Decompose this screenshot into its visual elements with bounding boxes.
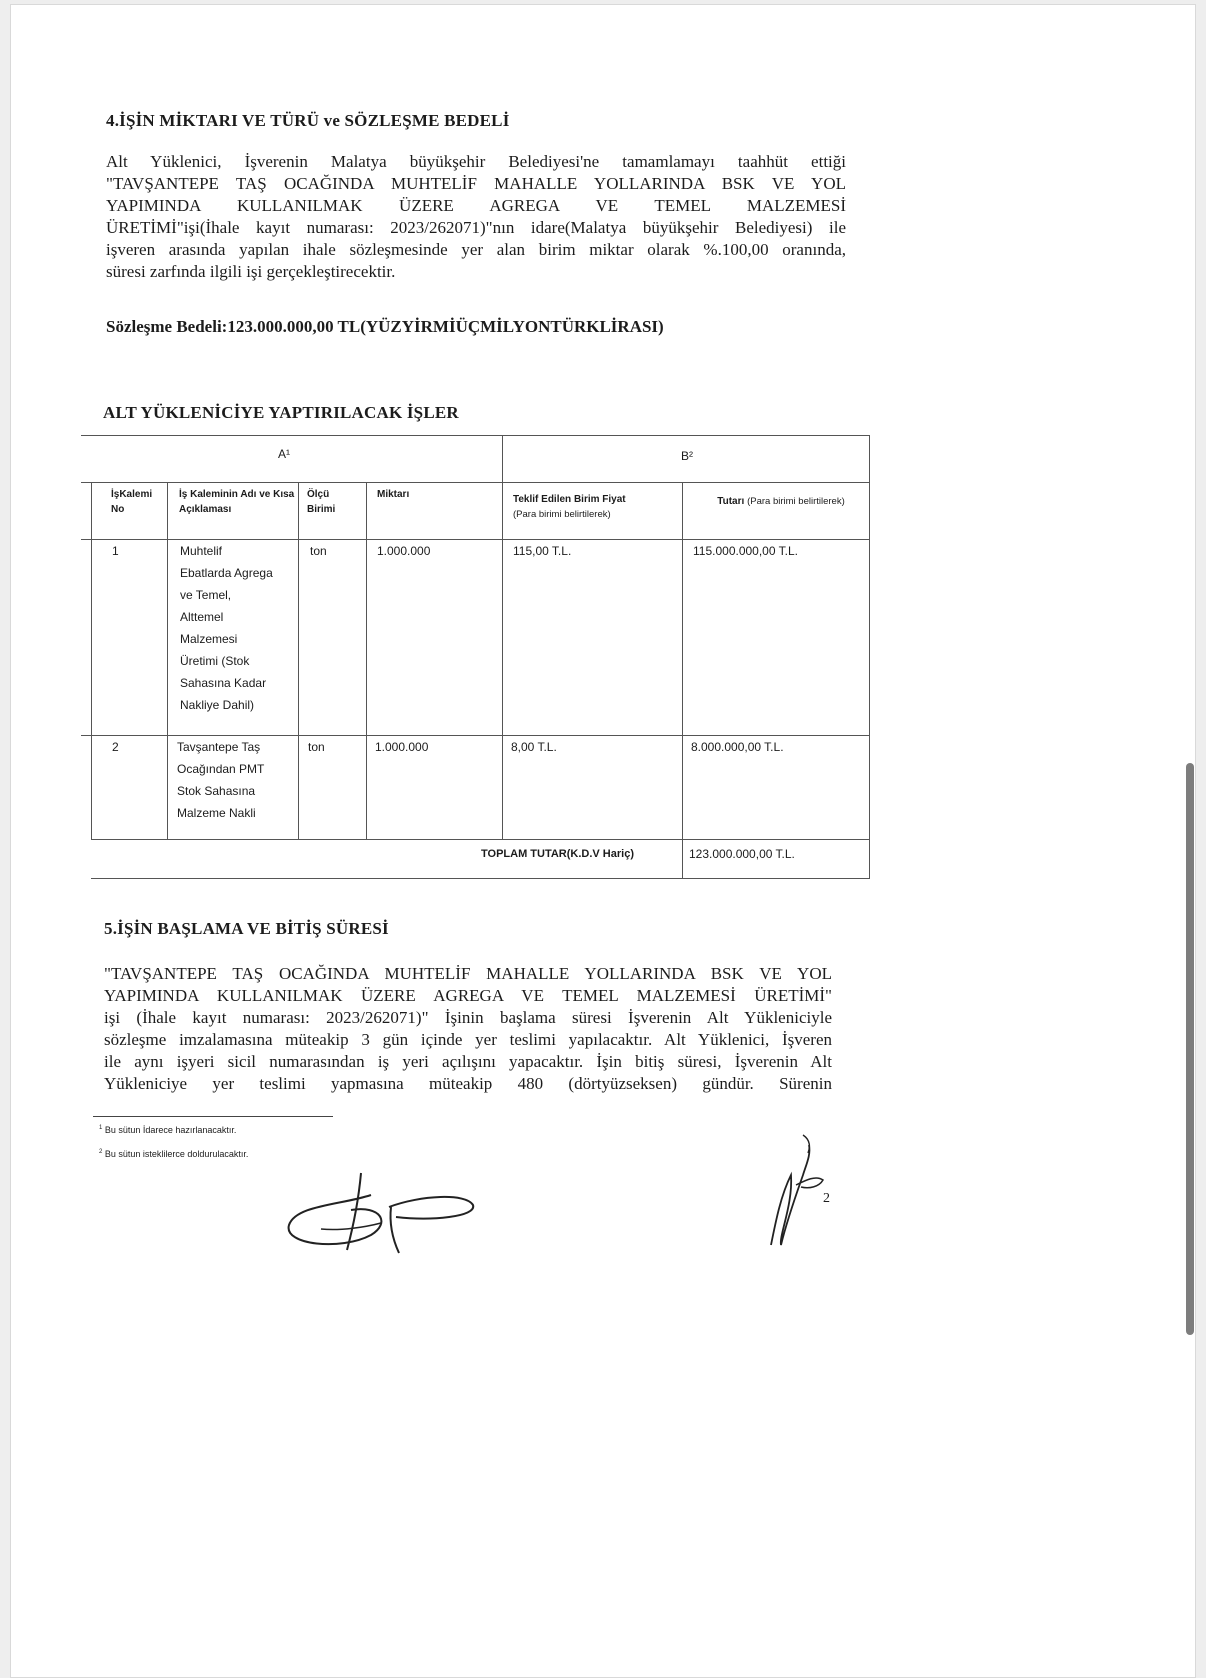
header-total bbox=[701, 494, 861, 509]
paragraph-line: "TAVŞANTEPE TAŞ OCAĞINDA MUHTELİF MAHALLE YOLLARINDA BSK VE YOL bbox=[106, 174, 846, 193]
section-5-paragraph bbox=[104, 963, 832, 1095]
header-total-label: Tutarı bbox=[717, 496, 745, 507]
header-item-no: İşKalemi No bbox=[111, 489, 153, 515]
name-line: Sahasına Kadar bbox=[180, 676, 267, 690]
name-line: Muhtelif bbox=[180, 544, 223, 558]
header-total-note: (Para birimi belirtilerek) bbox=[747, 496, 845, 507]
paragraph-line: süresi zarfında ilgili işi gerçekleştirecektir. bbox=[106, 262, 396, 281]
name-line: Nakliye Dahil) bbox=[180, 698, 255, 712]
row-2-name bbox=[177, 736, 297, 824]
row-1-unit: ton bbox=[310, 544, 327, 558]
contract-value: Sözleşme Bedeli:123.000.000,00 TL(YÜZYİRMİÜÇMİLYONTÜRKLİRASI) bbox=[106, 317, 664, 336]
name-line: Malzemesi bbox=[180, 632, 238, 646]
header-unit: Ölçü Birimi bbox=[307, 489, 336, 515]
section-5-heading: 5.İŞİN BAŞLAMA VE BİTİŞ SÜRESİ bbox=[104, 919, 389, 938]
section-4-paragraph bbox=[106, 151, 846, 283]
row-2-unit: ton bbox=[308, 740, 325, 754]
scrollbar[interactable] bbox=[1186, 763, 1194, 1335]
row-2-no: 2 bbox=[112, 740, 119, 754]
page-number: 2 bbox=[823, 1191, 830, 1206]
name-line: Alttemel bbox=[180, 610, 224, 624]
table-title: ALT YÜKLENİCİYE YAPTIRILACAK İŞLER bbox=[103, 403, 459, 422]
row-1-unit-price: 115,00 T.L. bbox=[513, 544, 572, 558]
column-group-a: A¹ bbox=[278, 447, 290, 461]
name-line: Ocağından PMT bbox=[177, 762, 265, 776]
row-1-total: 115.000.000,00 T.L. bbox=[693, 544, 798, 558]
paragraph-line: Alt Yüklenici, İşverenin Malatya büyükşehir Belediyesi'ne tamamlamayı taahhüt ettiği bbox=[106, 152, 846, 171]
paragraph-line: sözleşme imzalamasına müteakip 3 gün içinde yer teslimi yapılacaktır. Alt Yüklenici, İşveren bbox=[104, 1030, 832, 1049]
row-1-name bbox=[180, 540, 298, 716]
header-item-name: İş Kaleminin Adı ve Kısa Açıklaması bbox=[179, 489, 295, 515]
paragraph-line: işi (İhale kayıt numarası: 2023/262071)" İşinin başlama süresi İşverenin Alt Yükleniciyle bbox=[104, 1008, 832, 1027]
name-line: Üretimi (Stok bbox=[180, 654, 250, 668]
name-line: Stok Sahasına bbox=[177, 784, 256, 798]
footnote-1: $^1$ Bu sütun İdarece hazırlanacaktır. bbox=[99, 1125, 237, 1135]
footnote-1-text: Bu sütun İdarece hazırlanacaktır. bbox=[104, 1125, 237, 1135]
header-unit-price bbox=[513, 492, 678, 522]
row-2-quantity: 1.000.000 bbox=[375, 740, 429, 754]
total-value: 123.000.000,00 T.L. bbox=[689, 847, 795, 861]
footnote-divider bbox=[93, 1116, 333, 1117]
header-quantity: Miktarı bbox=[377, 489, 410, 500]
name-line: Tavşantepe Taş bbox=[177, 740, 261, 754]
column-group-b: B² bbox=[681, 449, 693, 463]
row-1-no: 1 bbox=[112, 544, 119, 558]
signature-left-icon bbox=[281, 1165, 481, 1255]
paragraph-line: Yükleniciye yer teslimi yapmasına müteakip 480 (dörtyüzseksen) gündür. Sürenin bbox=[104, 1074, 832, 1093]
header-unit-price-label: Teklif Edilen Birim Fiyat bbox=[513, 494, 626, 505]
paragraph-line: "TAVŞANTEPE TAŞ OCAĞINDA MUHTELİF MAHALLE YOLLARINDA BSK VE YOL bbox=[104, 964, 832, 983]
name-line: Malzeme Nakli bbox=[177, 806, 256, 820]
total-label: TOPLAM TUTAR(K.D.V Hariç) bbox=[481, 848, 634, 860]
paragraph-line: ile aynı işyeri sicil numarasından iş yeri açılışını yapacaktır. İşin bitiş süresi, İşverenin Alt bbox=[104, 1052, 832, 1071]
row-2-unit-price: 8,00 T.L. bbox=[511, 740, 557, 754]
paragraph-line: YAPIMINDA KULLANILMAK ÜZERE AGREGA VE TEMEL MALZEMESİ ÜRETİMİ" bbox=[104, 986, 832, 1005]
row-1-quantity: 1.000.000 bbox=[377, 544, 431, 558]
name-line: ve Temel, bbox=[180, 588, 232, 602]
section-4-heading: 4.İŞİN MİKTARI VE TÜRÜ ve SÖZLEŞME BEDELİ bbox=[106, 111, 510, 130]
paragraph-line: ÜRETİMİ"işi(İhale kayıt numarası: 2023/262071)"nın idare(Malatya büyükşehir Belediyesi) ile bbox=[106, 218, 846, 237]
paragraph-line: işveren arasında yapılan ihale sözleşmesinde yer alan birim miktar olarak %.100,00 oranında, bbox=[106, 240, 846, 259]
footnote-2: $^2$ Bu sütun isteklilerce doldurulacaktır. bbox=[99, 1149, 249, 1159]
paragraph-line: YAPIMINDA KULLANILMAK ÜZERE AGREGA VE TEMEL MALZEMESİ bbox=[106, 196, 846, 215]
row-2-total: 8.000.000,00 T.L. bbox=[691, 740, 784, 754]
document-page bbox=[10, 4, 1196, 1678]
header-unit-price-note: (Para birimi belirtilerek) bbox=[513, 509, 611, 520]
name-line: Ebatlarda Agrega bbox=[180, 566, 273, 580]
signature-right-icon bbox=[751, 1125, 831, 1255]
footnote-2-text: Bu sütun isteklilerce doldurulacaktır. bbox=[104, 1149, 249, 1159]
